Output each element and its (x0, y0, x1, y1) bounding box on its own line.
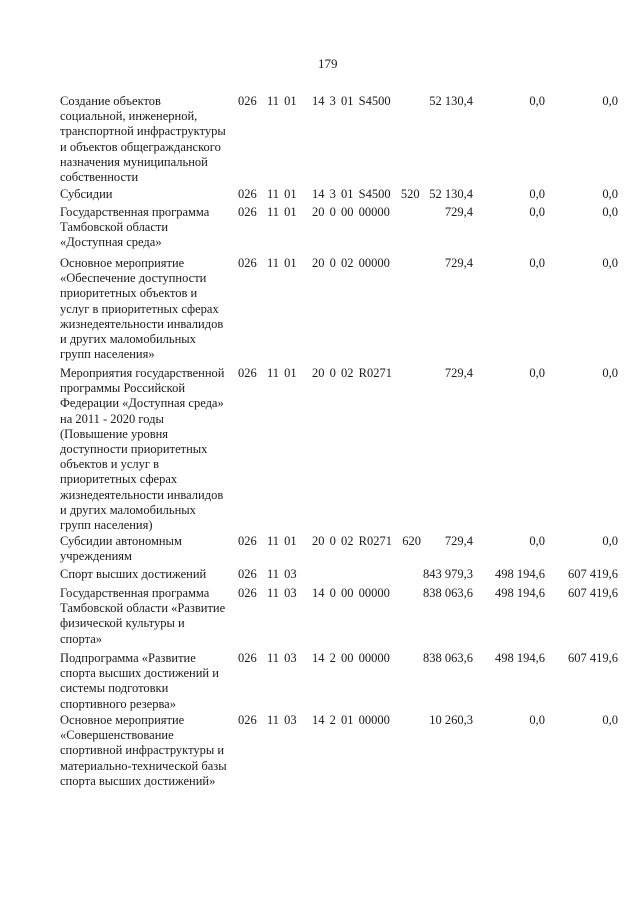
row-value-1: 729,4 (444, 534, 473, 548)
row-value-2: 0,0 (529, 713, 545, 727)
row-value-1: 10 260,3 (429, 713, 473, 727)
row-value-1: 729,4 (444, 256, 473, 270)
row-value-1: 52 130,4 (429, 187, 473, 201)
row-value-1: 729,4 (444, 366, 473, 380)
row-code: 026 11 01 14 3 01 S4500 520 (238, 187, 420, 201)
row-value-2: 0,0 (529, 366, 545, 380)
row-code: 026 11 01 20 0 02 R0271 620 (238, 534, 421, 548)
row-value-3: 0,0 (602, 205, 618, 219)
row-value-1: 729,4 (444, 205, 473, 219)
row-value-3: 0,0 (602, 256, 618, 270)
row-value-3: 0,0 (602, 366, 618, 380)
row-value-1: 838 063,6 (423, 651, 473, 665)
row-value-1: 838 063,6 (423, 586, 473, 600)
row-value-2: 0,0 (529, 94, 545, 108)
row-name: Государственная программа Тамбовской области «Развитие физической культуры и спорта» (60, 586, 226, 646)
row-code: 026 11 01 20 0 02 00000 (238, 256, 390, 270)
row-code: 026 11 01 14 3 01 S4500 (238, 94, 391, 108)
row-value-3: 607 419,6 (568, 586, 618, 600)
row-name: Субсидии (60, 187, 113, 201)
row-code: 026 11 03 14 0 00 00000 (238, 586, 390, 600)
row-value-2: 0,0 (529, 187, 545, 201)
row-value-2: 0,0 (529, 256, 545, 270)
row-name: Субсидии автономным учреждениям (60, 534, 182, 564)
row-code: 026 11 03 (238, 567, 297, 581)
row-value-3: 0,0 (602, 534, 618, 548)
row-value-2: 498 194,6 (495, 567, 545, 581)
row-value-2: 498 194,6 (495, 651, 545, 665)
row-code: 026 11 01 20 0 00 00000 (238, 205, 390, 219)
row-name: Государственная программа Тамбовской области «Доступная среда» (60, 205, 210, 250)
row-name: Подпрограмма «Развитие спорта высших достижений и системы подготовки спортивного резерва» (60, 651, 219, 711)
row-value-1: 843 979,3 (423, 567, 473, 581)
row-code: 026 11 03 14 2 00 00000 (238, 651, 390, 665)
row-value-2: 0,0 (529, 205, 545, 219)
row-value-3: 607 419,6 (568, 651, 618, 665)
row-name: Спорт высших достижений (60, 567, 207, 581)
row-value-3: 607 419,6 (568, 567, 618, 581)
row-value-3: 0,0 (602, 713, 618, 727)
row-name: Основное мероприятие «Совершенствование спортивной инфраструктуры и материально-технической базы спорта высших достижений» (60, 713, 227, 788)
row-value-2: 0,0 (529, 534, 545, 548)
row-code: 026 11 03 14 2 01 00000 (238, 713, 390, 727)
row-value-3: 0,0 (602, 187, 618, 201)
row-code: 026 11 01 20 0 02 R0271 (238, 366, 392, 380)
row-name: Мероприятия государственной программы Российской Федерации «Доступная среда» на 2011 - 2020 годы (Повышение уровня доступности приоритетных объектов и услуг в приоритетных сферах жизнедеятельности инвалидов и других маломобильных групп населения) (60, 366, 225, 533)
row-name: Основное мероприятие «Обеспечение доступности приоритетных объектов и услуг в приоритетных сферах жизнедеятельности инвалидов и других маломобильных групп населения» (60, 256, 224, 362)
page-number: 179 (318, 56, 338, 71)
row-value-1: 52 130,4 (429, 94, 473, 108)
row-name: Создание объектов социальной, инженерной, транспортной инфраструктуры и объектов общегражданского назначения муниципальной собственности (60, 94, 226, 185)
row-value-3: 0,0 (602, 94, 618, 108)
row-value-2: 498 194,6 (495, 586, 545, 600)
